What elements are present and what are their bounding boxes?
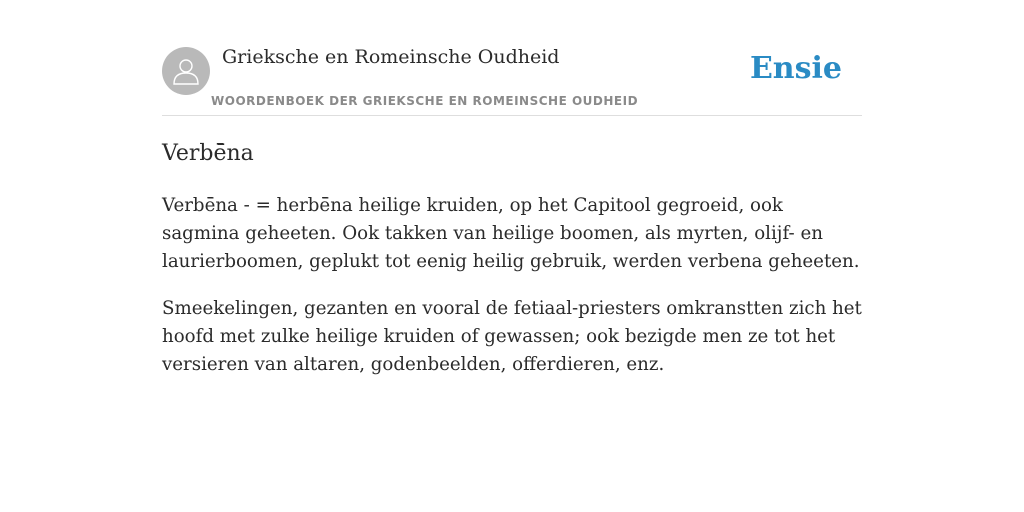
site-title[interactable]: Grieksche en Romeinsche Oudheid <box>222 46 560 68</box>
header <box>162 0 862 116</box>
avatar[interactable] <box>162 47 210 95</box>
page <box>162 0 862 375</box>
user-icon <box>171 56 201 86</box>
entry-body <box>162 192 862 398</box>
brand-logo[interactable]: Ensie <box>749 51 842 86</box>
entry-paragraph: Smeekelingen, gezanten en vooral de fetiaal-priesters omkranstten zich het hoofd met zulke heilige kruiden of gewassen; ook bezigde men ze tot het versieren van altaren, godenbeelden, offerdieren, enz. <box>162 298 862 375</box>
entry-paragraph: Verbē̄na - = herbē̄na heilige kruiden, op het Capitool gegroeid, ook sagmina geheeten. Ook takken van heilige boomen, als myrten, olijf- en laurierboomen, geplukt tot eenig heilig gebruik, werden verbena geheeten. <box>162 195 860 272</box>
entry-title: Verbē̄na <box>162 141 254 166</box>
site-subtitle: WOORDENBOEK DER GRIEKSCHE EN ROMEINSCHE OUDHEID <box>211 94 639 108</box>
